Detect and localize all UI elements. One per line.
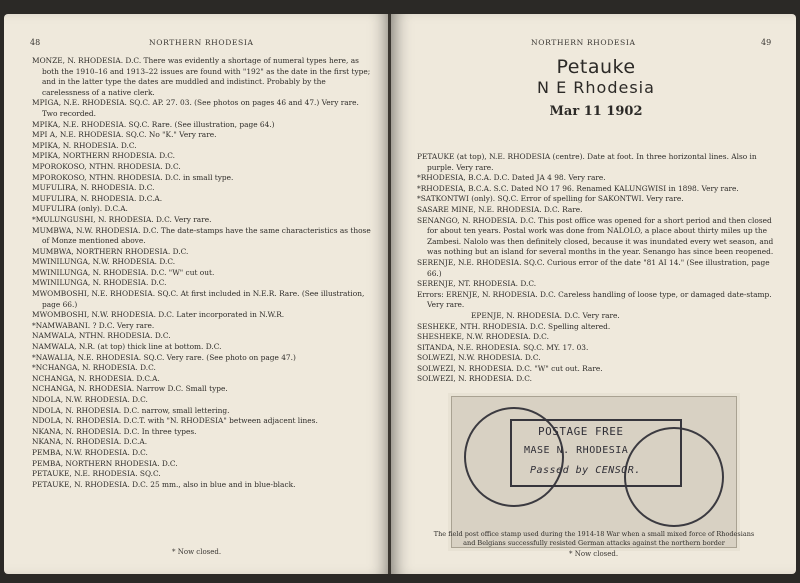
stamp-line: POSTAGE FREE bbox=[538, 425, 624, 438]
entry bbox=[32, 406, 372, 417]
entry bbox=[32, 289, 372, 310]
entry bbox=[32, 437, 372, 448]
entry-text: NCHANGA, N. RHODESIA. Narrow D.C. Small type. bbox=[32, 384, 228, 394]
entry-text: RHODESIA, B.C.A. S.C. Dated NO 17 96. Renamed KALUNGWISI in 1898. Very rare. bbox=[420, 183, 739, 193]
entry-text: MWINILUNGA, N. RHODESIA. D.C. bbox=[32, 278, 167, 288]
entry bbox=[417, 216, 779, 258]
entry-text: MUFULIRA, N. RHODESIA. D.C. bbox=[32, 183, 155, 193]
entry bbox=[32, 384, 372, 395]
entry-text: PETAUKE, N.E. RHODESIA. SQ.C. bbox=[32, 469, 161, 479]
illustration-caption: The field post office stamp used during the 1914-18 War when a small mixed force of Rhodesians and Belgians successfully resisted German attacks against the northern border bbox=[433, 530, 755, 547]
entry bbox=[32, 363, 372, 374]
entry bbox=[417, 279, 779, 290]
page-number: 49 bbox=[761, 38, 772, 47]
entry-text: EPENJE, N. RHODESIA. D.C. Very rare. bbox=[471, 310, 620, 320]
entry bbox=[32, 310, 372, 321]
footnote: * Now closed. bbox=[569, 550, 619, 558]
entry-text: MWOMBOSHI, N.W. RHODESIA. D.C. Later incorporated in N.W.R. bbox=[32, 310, 285, 320]
entry bbox=[32, 130, 372, 141]
entry bbox=[32, 120, 372, 131]
entry-text: NKANA, N. RHODESIA. D.C.A. bbox=[32, 437, 148, 447]
entry bbox=[417, 173, 779, 184]
entry-text: NAMWALA, NTHN. RHODESIA. D.C. bbox=[32, 331, 171, 341]
entry bbox=[32, 469, 372, 480]
entry bbox=[32, 162, 372, 173]
entry bbox=[32, 247, 372, 258]
entry bbox=[417, 374, 779, 385]
entry bbox=[32, 194, 372, 205]
entry bbox=[417, 205, 779, 216]
left-page bbox=[4, 14, 390, 574]
closed-marker: * bbox=[32, 352, 36, 362]
entry bbox=[32, 459, 372, 470]
entry bbox=[32, 56, 372, 98]
entry bbox=[32, 416, 372, 427]
entry-text: MONZE, N. RHODESIA. D.C. There was evidently a shortage of numeral types here, as both the 1910–16 and 1913–22 issues are found with "192" as the date in the first type; and in the latter type the dates are muddled and indistinct. Probably by the carelessness of a native clerk. bbox=[32, 56, 371, 97]
entry-text: MWINILUNGA, N. RHODESIA. D.C. "W" cut out. bbox=[32, 267, 215, 277]
entry bbox=[417, 290, 779, 311]
entry-text: SHESHEKE, N.W. RHODESIA. D.C. bbox=[417, 332, 549, 342]
footnote: * Now closed. bbox=[172, 548, 222, 556]
entry bbox=[32, 141, 372, 152]
entry-text: SESHEKE, NTH. RHODESIA. D.C. Spelling altered. bbox=[417, 321, 611, 331]
closed-marker: * bbox=[32, 214, 36, 224]
stamp-line: Passed by CENSOR. bbox=[530, 465, 641, 476]
entry-text: NDOLA, N. RHODESIA. D.C. narrow, small lettering. bbox=[32, 405, 230, 415]
entry bbox=[32, 331, 372, 342]
entry-text: SOLWEZI, N. RHODESIA. D.C. bbox=[417, 374, 532, 384]
entry-text: MWOMBOSHI, N.E. RHODESIA. SQ.C. At first included in N.E.R. Rare. (See illustration, page 66.) bbox=[32, 289, 365, 309]
closed-marker: * bbox=[32, 320, 36, 330]
entry bbox=[32, 215, 372, 226]
entry bbox=[32, 151, 372, 162]
entry-text: SASARE MINE, N.E. RHODESIA. D.C. Rare. bbox=[417, 204, 583, 214]
entry bbox=[32, 204, 372, 215]
postmark-heading-line2: N E Rhodesia bbox=[537, 78, 655, 97]
right-page bbox=[391, 14, 796, 574]
entry bbox=[32, 257, 372, 268]
entry bbox=[417, 322, 779, 333]
entry bbox=[32, 342, 372, 353]
entry-text: Errors: ERENJE, N. RHODESIA. D.C. Careless handling of loose type, or damaged date-stamp. Very rare. bbox=[417, 289, 772, 310]
entry bbox=[32, 427, 372, 438]
entry-text: SERENJE, N.E. RHODESIA. SQ.C. Curious error of the date "81 AI 14." (See illustration, page 66.) bbox=[417, 257, 770, 278]
entry bbox=[417, 184, 779, 195]
entry-text: MUFULIRA, N. RHODESIA. D.C.A. bbox=[32, 193, 163, 203]
entry bbox=[417, 258, 779, 279]
entry bbox=[32, 98, 372, 119]
entry-text: NDOLA, N.W. RHODESIA. D.C. bbox=[32, 395, 148, 404]
stamp-line: MASE N. RHODESIA bbox=[524, 445, 629, 456]
entry-text: NAWALIA, N.E. RHODESIA. SQ.C. Very rare. (See photo on page 47.) bbox=[35, 352, 296, 362]
page-number: 48 bbox=[30, 38, 41, 47]
closed-marker: * bbox=[417, 194, 421, 204]
entry bbox=[417, 364, 779, 375]
postmark-heading-line1: Petauke bbox=[556, 56, 636, 78]
entry bbox=[32, 173, 372, 184]
entry-text: MPIKA, N. RHODESIA. D.C. bbox=[32, 140, 137, 150]
closed-marker: * bbox=[417, 173, 421, 183]
entry-text: MULUNGUSHI, N. RHODESIA. D.C. Very rare. bbox=[35, 214, 212, 224]
entry bbox=[417, 353, 779, 364]
entry bbox=[32, 353, 372, 364]
entry-text: SITANDA, N.E. RHODESIA. SQ.C. MY. 17. 03. bbox=[417, 342, 589, 352]
entry-text: PETAUKE, N. RHODESIA. D.C. 25 mm., also in blue and in blue-black. bbox=[32, 479, 296, 489]
entry-text: MUFULIRA (only). D.C.A. bbox=[32, 204, 128, 214]
entry-text: NDOLA, N. RHODESIA. D.C.T. with "N. RHODESIA" between adjacent lines. bbox=[32, 416, 318, 426]
entry bbox=[32, 183, 372, 194]
entry-text: MPIKA, N.E. RHODESIA. SQ.C. Rare. (See illustration, page 64.) bbox=[32, 119, 275, 129]
postmark-heading-line3: Mar 11 1902 bbox=[549, 104, 643, 119]
entry-text: NAMWABANI. ? D.C. Very rare. bbox=[35, 320, 155, 330]
entry-text: MUMBWA, N.W. RHODESIA. D.C. The date-stamps have the same characteristics as those of Monze mentioned above. bbox=[32, 225, 371, 246]
entry-text: MPIKA, NORTHERN RHODESIA. D.C. bbox=[32, 151, 175, 161]
entry-list bbox=[417, 152, 779, 385]
entry bbox=[417, 311, 779, 322]
running-head: NORTHERN RHODESIA bbox=[531, 38, 636, 47]
entry-text: MPI A, N.E. RHODESIA. SQ.C. No "K." Very rare. bbox=[32, 130, 217, 140]
running-head: NORTHERN RHODESIA bbox=[149, 38, 254, 47]
entry bbox=[32, 226, 372, 247]
entry-text: MWINILUNGA, N.W. RHODESIA. D.C. bbox=[32, 257, 176, 267]
entry-text: PEMBA, NORTHERN RHODESIA. D.C. bbox=[32, 458, 178, 468]
entry bbox=[32, 278, 372, 289]
entry bbox=[32, 374, 372, 385]
closed-marker: * bbox=[417, 183, 421, 193]
entry-text: NCHANGA, N. RHODESIA. D.C.A. bbox=[32, 373, 160, 383]
entry bbox=[32, 448, 372, 459]
entry bbox=[32, 480, 372, 491]
entry-text: PEMBA, N.W. RHODESIA. D.C. bbox=[32, 447, 148, 457]
entry-text: RHODESIA, B.C.A. D.C. Dated JA 4 98. Very rare. bbox=[420, 173, 606, 183]
entry-text: PETAUKE (at top), N.E. RHODESIA (centre). Date at foot. In three horizontal lines. Also in purple. Very rare. bbox=[417, 152, 757, 172]
entry-text: MUMBWA, NORTHERN RHODESIA. D.C. bbox=[32, 246, 189, 256]
postmark-heading bbox=[521, 56, 671, 123]
entry bbox=[32, 321, 372, 332]
entry-text: SATKONTWI (only). SQ.C. Error of spelling for SAKONTWI. Very rare. bbox=[420, 194, 684, 204]
entry bbox=[32, 395, 372, 406]
entry-text: MPIGA, N.E. RHODESIA. SQ.C. AP. 27. 03. (See photos on pages 46 and 47.) Very rare. Two recorded. bbox=[32, 98, 359, 118]
closed-marker: * bbox=[32, 363, 36, 373]
entry-text: SENANGO, N. RHODESIA. D.C. This post office was opened for a short period and then closed for about ten years. Postal work was done from NALOLO, a place about thirty miles up the Zambesi. Nalolo was then definitely closed, because it was inundated every wet season, and was nothing but an island for several months in the year. Senango has since been reopened. bbox=[417, 215, 774, 257]
entry-text: MPOROKOSO, NTHN. RHODESIA. D.C. in small type. bbox=[32, 172, 234, 182]
entry bbox=[417, 194, 779, 205]
entry-text: NCHANGA, N. RHODESIA. D.C. bbox=[35, 363, 156, 373]
entry-text: SOLWEZI, N.W. RHODESIA. D.C. bbox=[417, 353, 541, 363]
entry bbox=[417, 343, 779, 354]
entry-text: MPOROKOSO, NTHN. RHODESIA. D.C. bbox=[32, 161, 181, 171]
entry-text: SOLWEZI, N. RHODESIA. D.C. "W" cut out. Rare. bbox=[417, 363, 603, 373]
entry bbox=[417, 332, 779, 343]
entry-text: NAMWALA, N.R. (at top) thick line at bottom. D.C. bbox=[32, 342, 222, 352]
entry-text: SERENJE, NT. RHODESIA. D.C. bbox=[417, 279, 537, 289]
entry bbox=[417, 152, 779, 173]
stamp-illustration bbox=[451, 396, 737, 548]
entry-list bbox=[32, 56, 372, 490]
entry bbox=[32, 268, 372, 279]
entry-text: NKANA, N. RHODESIA. D.C. In three types. bbox=[32, 426, 197, 436]
